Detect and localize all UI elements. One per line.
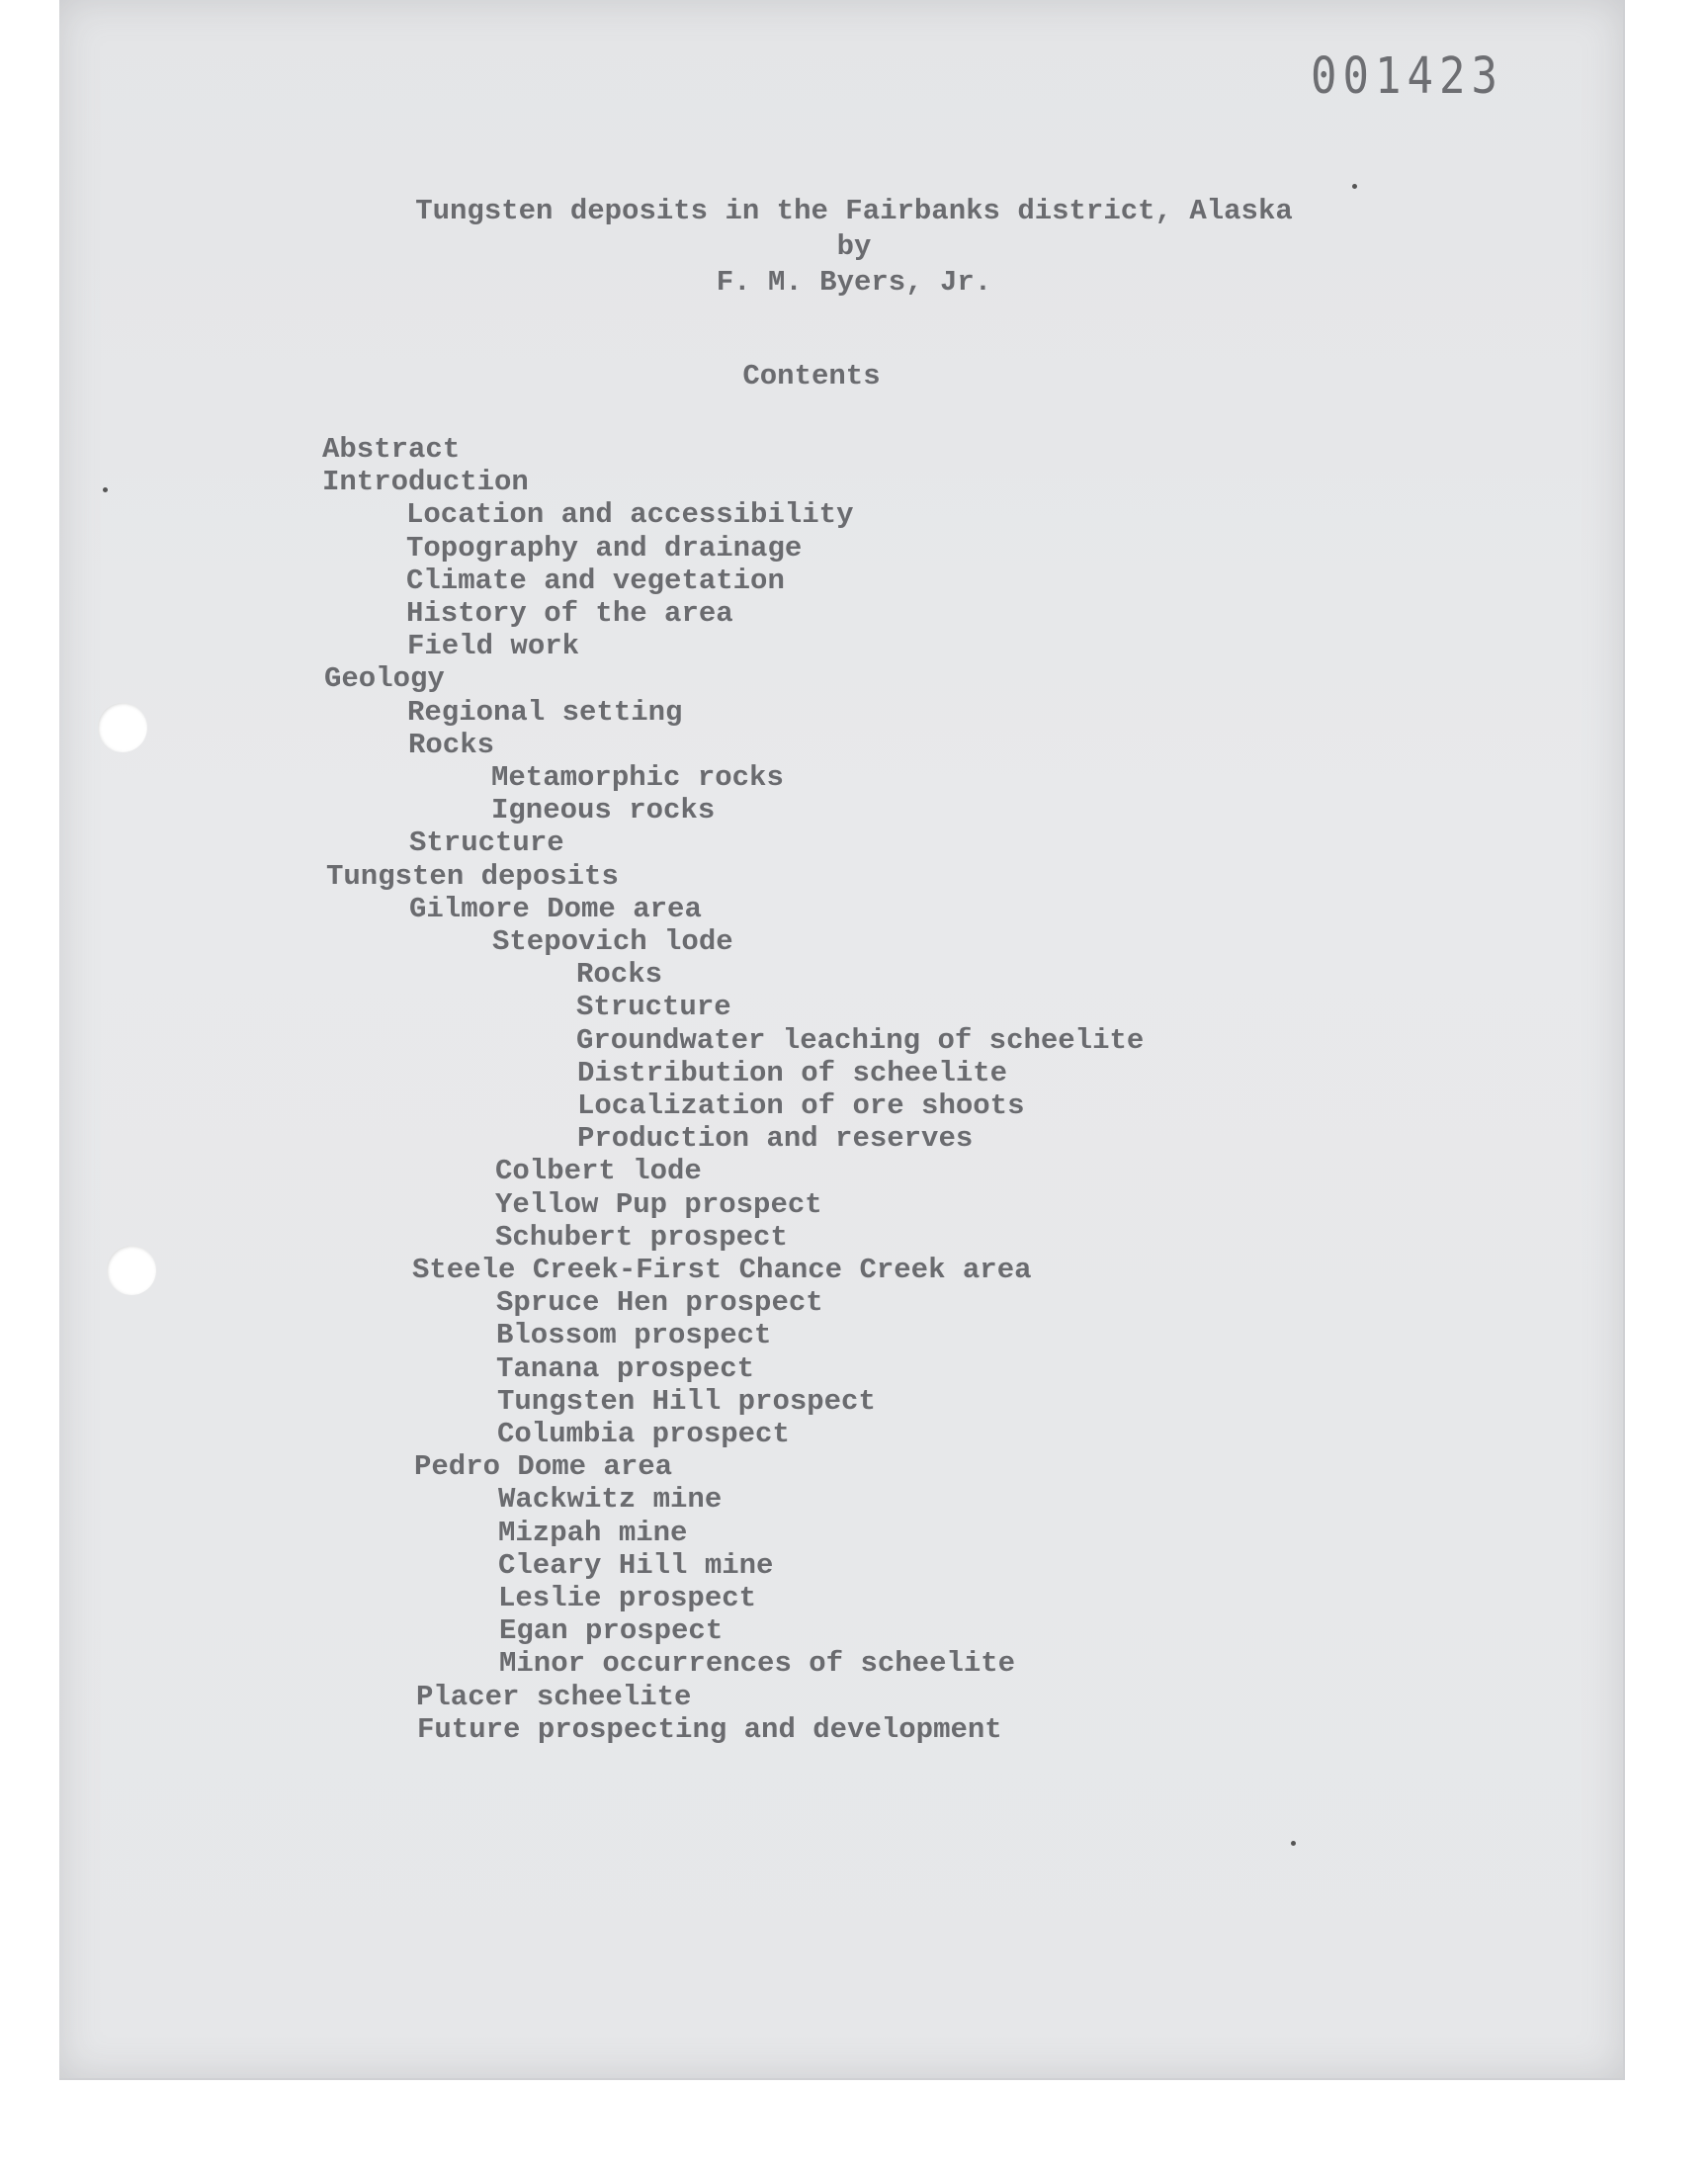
toc-entry: Rocks [408, 729, 495, 761]
toc-entry: Tanana prospect [496, 1352, 755, 1385]
toc-entry: Rocks [576, 958, 663, 991]
toc-entry: Pedro Dome area [414, 1450, 673, 1483]
toc-entry: Mizpah mine [498, 1517, 688, 1549]
byline-by: by [836, 230, 872, 263]
speck [1352, 184, 1357, 189]
toc-entry: Climate and vegetation [406, 565, 785, 597]
toc-entry: Columbia prospect [497, 1418, 790, 1450]
toc-entry: Blossom prospect [496, 1319, 772, 1351]
document-author: F. M. Byers, Jr. [716, 266, 992, 299]
toc-entry: Future prospecting and development [417, 1713, 1002, 1746]
toc-entry: Cleary Hill mine [498, 1549, 774, 1582]
toc-entry: Egan prospect [499, 1614, 724, 1647]
toc-entry: Topography and drainage [406, 532, 803, 565]
speck [103, 487, 108, 492]
document-title: Tungsten deposits in the Fairbanks district, Alaska [415, 195, 1293, 227]
contents-heading: Contents [742, 360, 881, 392]
toc-entry: Colbert lode [495, 1155, 702, 1187]
toc-entry: Stepovich lode [492, 925, 733, 958]
toc-entry: Gilmore Dome area [409, 893, 702, 925]
title-block [0, 194, 1708, 301]
toc-entry: Wackwitz mine [498, 1483, 723, 1516]
toc-entry: History of the area [406, 597, 733, 630]
punch-hole [98, 703, 147, 752]
toc-entry: Igneous rocks [491, 794, 716, 826]
toc-entry: Production and reserves [577, 1122, 974, 1155]
toc-entry: Structure [576, 991, 731, 1023]
toc-entry: Groundwater leaching of scheelite [576, 1024, 1145, 1057]
toc-entry: Localization of ore shoots [577, 1089, 1025, 1122]
toc-entry: Geology [324, 662, 445, 695]
toc-entry: Yellow Pup prospect [495, 1188, 822, 1221]
toc-entry: Introduction [322, 466, 529, 498]
toc-entry: Spruce Hen prospect [496, 1286, 823, 1319]
toc-entry: Leslie prospect [498, 1582, 757, 1614]
toc-entry: Tungsten deposits [326, 860, 619, 893]
punch-hole [107, 1246, 156, 1295]
toc-entry: Structure [409, 826, 564, 859]
toc-entry: Placer scheelite [416, 1681, 692, 1713]
document-stamp-number: 001423 [1311, 47, 1503, 106]
toc-entry: Regional setting [407, 696, 683, 729]
toc-entry: Field work [407, 630, 580, 662]
toc-entry: Schubert prospect [495, 1221, 788, 1254]
toc-entry: Minor occurrences of scheelite [499, 1647, 1016, 1680]
toc-entry: Abstract [322, 433, 461, 466]
toc-entry: Tungsten Hill prospect [497, 1385, 876, 1418]
toc-entry: Distribution of scheelite [577, 1057, 1008, 1089]
toc-entry: Metamorphic rocks [491, 761, 784, 794]
toc-entry: Steele Creek-First Chance Creek area [412, 1254, 1032, 1286]
toc-entry: Location and accessibility [406, 498, 854, 531]
speck [1291, 1841, 1296, 1846]
